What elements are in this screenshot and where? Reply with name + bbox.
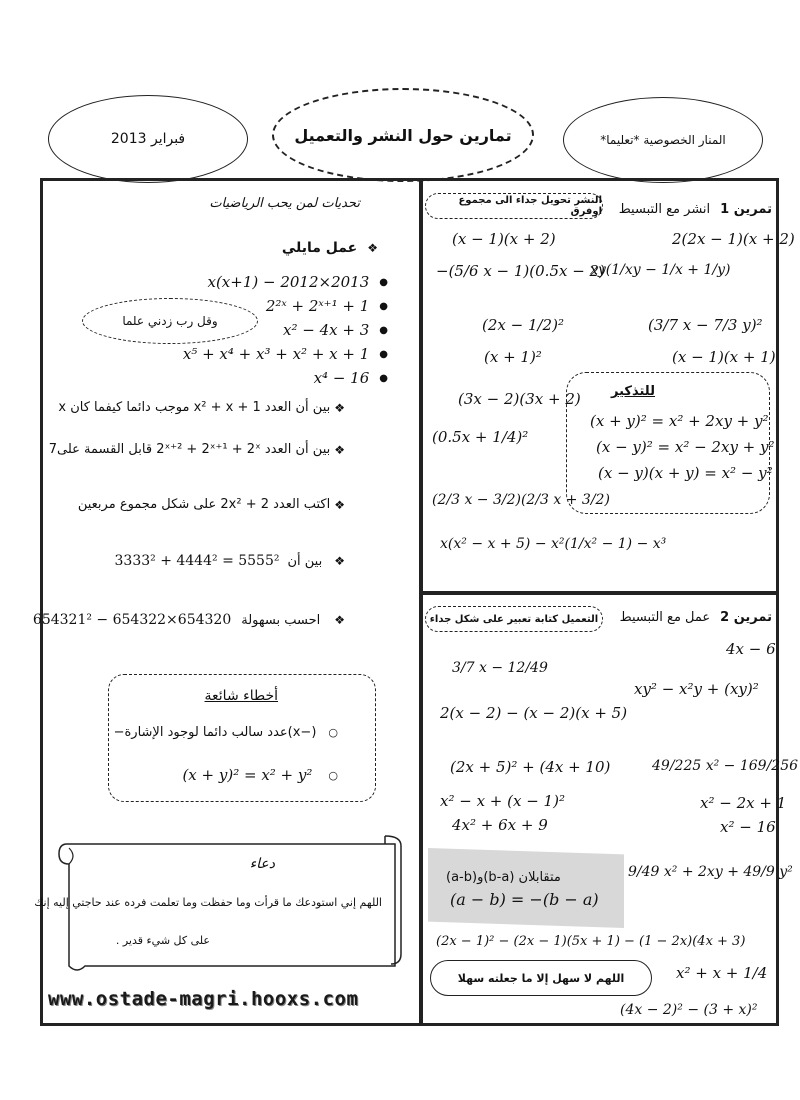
error-text: (−x)عدد سالب دائما لوجود الإشارة− [113,725,317,740]
opposites-title: (a-b)و(b-a) متقابلان [446,870,561,885]
bullet-icon: ● [379,300,388,312]
question-3 [78,497,345,512]
exercise1-header [619,202,772,217]
circle-bullet-icon: ○ [328,726,338,739]
bullet-icon: ● [379,348,388,360]
bullet-icon: ● [379,324,388,336]
reminder-identity: (x − y)² = x² − 2xy + y² [596,438,775,456]
question-5 [33,612,345,628]
question-text: احسب بسهولة [241,612,321,628]
ex2-expr: 3/7 x − 12/49 [452,660,548,676]
ex2-expr: 4x − 6 [726,640,776,658]
exercise1-instruction: انشر مع التبسيط [618,202,711,217]
ex1-expr: (3x − 2)(3x + 2) [458,390,581,408]
diamond-bullet-icon: ❖ [334,613,345,627]
ex2-expr: (4x − 2)² − (3 + x)² [620,1002,758,1018]
exercise2-definition-pill [425,606,603,632]
ex1-expr: xy(1/xy − 1/x + 1/y) [590,262,731,278]
prayer-title: دعاء [249,856,275,872]
prayer-line-2: على كل شيء قدير . [115,934,210,947]
ex2-expr: x² − 16 [720,818,776,836]
list-item [183,366,388,390]
question-text: بين أن العدد 2ˣ⁺² + 2ˣ⁺¹ + 2ˣ قابل القسمة على7 [48,442,331,457]
bullet-icon: ● [379,276,388,288]
expression: x⁴ − 16 [313,369,370,387]
question-text: بين أن [287,553,323,569]
date-oval [48,95,248,183]
question-2 [49,442,345,457]
section-title-row [282,240,378,256]
pill-text: النشر تحويل جداء الى مجموع اوفرق [458,195,602,217]
common-errors-title: أخطاء شائعة [204,688,278,704]
pill-text: التعميل كتابة تعبير على شكل جداء [429,613,599,625]
challenges-heading: تحديات لمن يحب الرياضيات [209,196,360,211]
question-expression: 654321² − 654322×654320 [32,612,232,628]
ex1-expr: (0.5x + 1/4)² [432,428,529,446]
ex2-expr: x² − x + (x − 1)² [440,792,565,810]
ex2-expr: 49/225 x² − 169/256 [652,758,799,774]
dua-oval [82,298,258,344]
bullet-icon: ● [379,372,388,384]
school-oval [563,97,763,183]
footer-prayer-text: اللهم لا سهل إلا ما جعلته سهلا [457,971,625,985]
exercise2-header [620,610,772,625]
circle-bullet-icon: ○ [328,768,338,782]
dua-text: وقل رب زدني علما [122,314,218,328]
diamond-bullet-icon: ❖ [334,442,345,457]
ex1-expr: (2/3 x − 3/2)(2/3 x + 3/2) [432,492,610,508]
diamond-bullet-icon: ❖ [334,497,345,512]
ex2-expr: x² + x + 1/4 [676,964,768,982]
reminder-identity: (x + y)² = x² + 2xy + y² [590,412,769,430]
exercise2-instruction: عمل مع التبسيط [619,610,711,625]
school-name: المنار الخصوصية *تعليما* [600,133,726,147]
exercise1-definition-pill [425,193,603,219]
ex2-expr: 9/49 x² + 2xy + 49/9 y² [628,864,793,880]
error-expression: (x + y)² = x² + y² [182,766,313,784]
ex1-expr: (2x − 1/2)² [482,316,564,334]
opposites-expression: (a − b) = −(b − a) [450,890,599,909]
question-expression: 3333² + 4444² = 5555² [114,553,280,569]
title-oval [272,88,534,182]
question-4 [115,553,346,569]
date-text: فبراير 2013 [110,131,186,147]
ex1-expr: −(5/6 x − 1)(0.5x − 2) [436,262,605,280]
ex1-expr: (x − 1)(x + 2) [452,230,556,248]
list-item [183,342,388,366]
expression: 2²ˣ + 2ˣ⁺¹ + 1 [265,297,370,315]
ex2-expr: x² − 2x + 1 [700,794,787,812]
exercise2-label: تمرين 2 [720,610,772,625]
expression: x(x+1) − 2012×2013 [207,273,370,291]
ex1-expr: (3/7 x − 7/3 y)² [648,316,763,334]
diamond-bullet-icon: ❖ [334,554,345,568]
expression: x⁵ + x⁴ + x³ + x² + x + 1 [182,345,370,363]
ex2-expr: 4x² + 6x + 9 [452,816,548,834]
question-text: بين أن العدد x² + x + 1 موجب دائما كيفما كان x [58,400,331,415]
ex2-expr: xy² − x²y + (xy)² [634,680,759,698]
page-title: تمارين حول النشر والتعميل [294,125,512,145]
question-1 [58,400,345,415]
prayer-line-1: اللهم إني استودعك ما قرأت وما حفظت وما تعلمت فرده عند حاجتي إليه إنك [34,896,382,909]
ex1-expr: (x − 1)(x + 1) [672,348,776,366]
diamond-bullet-icon: ❖ [334,400,345,415]
exercise1-label: تمرين 1 [720,202,772,217]
diamond-bullet-icon: ❖ [367,241,378,255]
ex2-expr: (2x + 5)² + (4x + 10) [450,758,611,776]
ex2-expr: 2(x − 2) − (x − 2)(x + 5) [440,704,628,722]
list-item [183,270,388,294]
ex1-expr: 2(2x − 1)(x + 2) [672,230,795,248]
ex2-expr: (2x − 1)² − (2x − 1)(5x + 1) − (1 − 2x)(4x + 3) [436,934,746,949]
reminder-identity: (x − y)(x + y) = x² − y² [598,464,773,482]
opposites-box [428,848,624,928]
website-url[interactable]: www.ostade-magri.hooxs.com [48,988,359,1010]
question-text: اكتب العدد 2 + 2x² على شكل مجموع مربعين [77,497,331,512]
error-item-1 [114,725,338,740]
expression: x² − 4x + 3 [283,321,370,339]
ex1-expr: x(x² − x + 5) − x²(1/x² − 1) − x³ [440,536,667,552]
footer-prayer-pill [430,960,652,996]
error-item-2 [182,766,338,784]
ex1-expr: (x + 1)² [484,348,542,366]
section-title: عمل مايلي [281,240,358,256]
reminder-title: للتذكير [611,384,655,399]
